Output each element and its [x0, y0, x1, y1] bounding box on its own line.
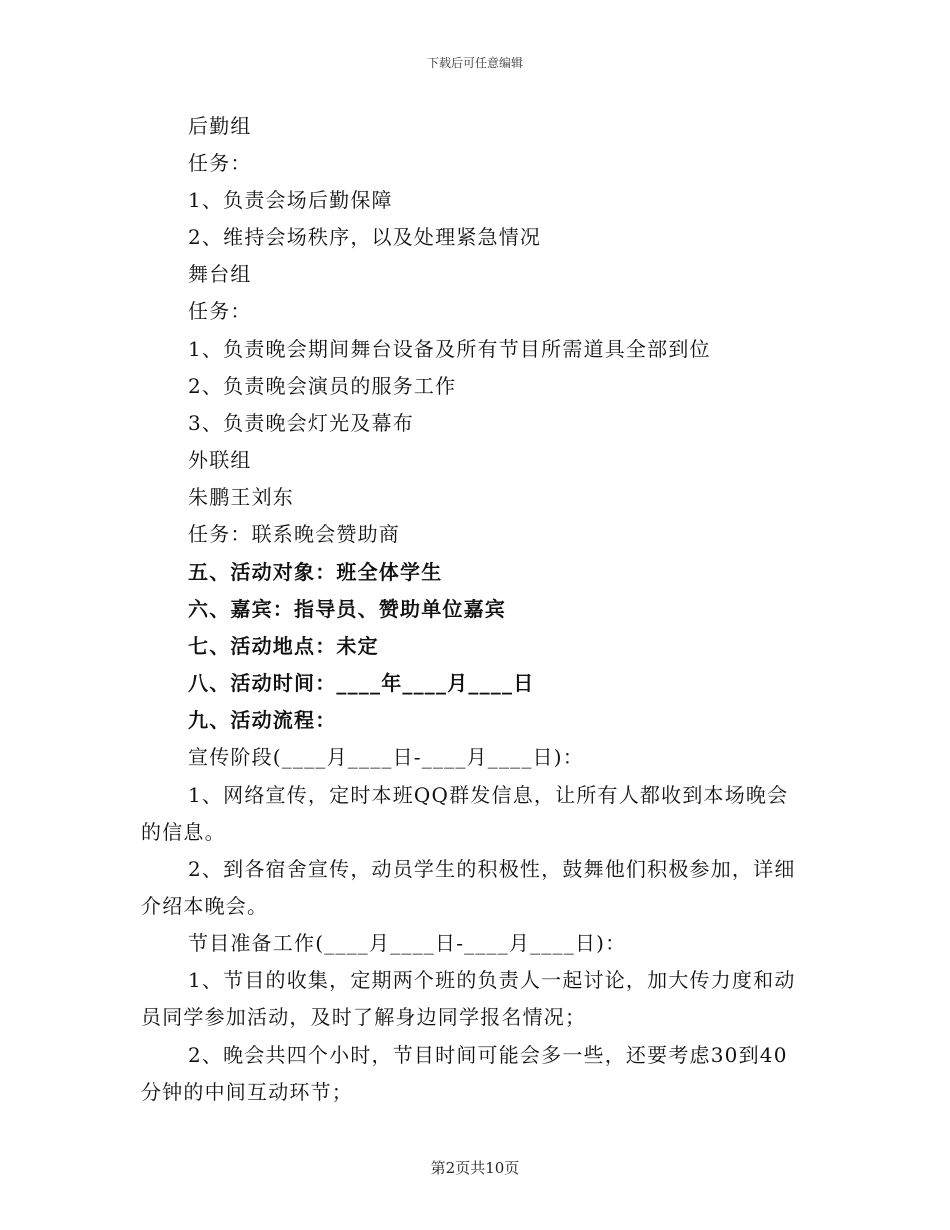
program-prep-item-1-line-1: 1、节目的收集，定期两个班的负责人一起讨论，加大传力度和动 [188, 968, 796, 992]
program-prep-item-2-line-1: 2、晚会共四个小时，节目时间可能会多一些，还要考虑30到40 [188, 1043, 788, 1067]
logistics-tasks-label: 任务： [188, 151, 252, 175]
liaison-task: 任务：联系晚会赞助商 [188, 522, 400, 546]
heading-activity-time: 八、活动时间：____年____月____日 [188, 671, 535, 695]
program-prep-title: 节目准备工作(____月____日-____月____日)： [188, 931, 627, 955]
stage-task-1: 1、负责晚会期间舞台设备及所有节目所需道具全部到位 [188, 337, 711, 361]
publicity-stage-title: 宣传阶段(____月____日-____月____日)： [188, 745, 584, 769]
page-footer: 第2页共10页 [430, 1159, 520, 1177]
stage-task-2: 2、负责晚会演员的服务工作 [188, 374, 457, 398]
publicity-item-1-line-1: 1、网络宣传，定时本班QQ群发信息，让所有人都收到本场晚会 [188, 783, 789, 807]
heading-guests: 六、嘉宾：指导员、赞助单位嘉宾 [188, 597, 506, 621]
heading-activity-process: 九、活动流程： [188, 708, 337, 732]
logistics-task-2: 2、维持会场秩序，以及处理紧急情况 [188, 225, 542, 249]
publicity-item-1-line-2: 的信息。 [141, 820, 226, 844]
section-liaison-title: 外联组 [188, 448, 252, 472]
publicity-item-2-line-2: 介绍本晚会。 [141, 894, 269, 918]
stage-tasks-label: 任务： [188, 299, 252, 323]
heading-activity-location: 七、活动地点：未定 [188, 634, 379, 658]
page-header: 下载后可任意编辑 [426, 56, 523, 70]
logistics-task-1: 1、负责会场后勤保障 [188, 188, 393, 212]
section-logistics-title: 后勤组 [188, 114, 252, 138]
stage-task-3: 3、负责晚会灯光及幕布 [188, 411, 414, 435]
liaison-members: 朱鹏王刘东 [188, 485, 294, 509]
program-prep-item-1-line-2: 员同学参加活动，及时了解身边同学报名情况； [141, 1005, 587, 1029]
publicity-item-2-line-1: 2、到各宿舍宣传，动员学生的积极性，鼓舞他们积极参加，详细 [188, 857, 796, 881]
section-stage-title: 舞台组 [188, 262, 252, 286]
heading-activity-target: 五、活动对象：班全体学生 [188, 560, 443, 584]
program-prep-item-2-line-2: 分钟的中间互动环节； [141, 1080, 353, 1104]
